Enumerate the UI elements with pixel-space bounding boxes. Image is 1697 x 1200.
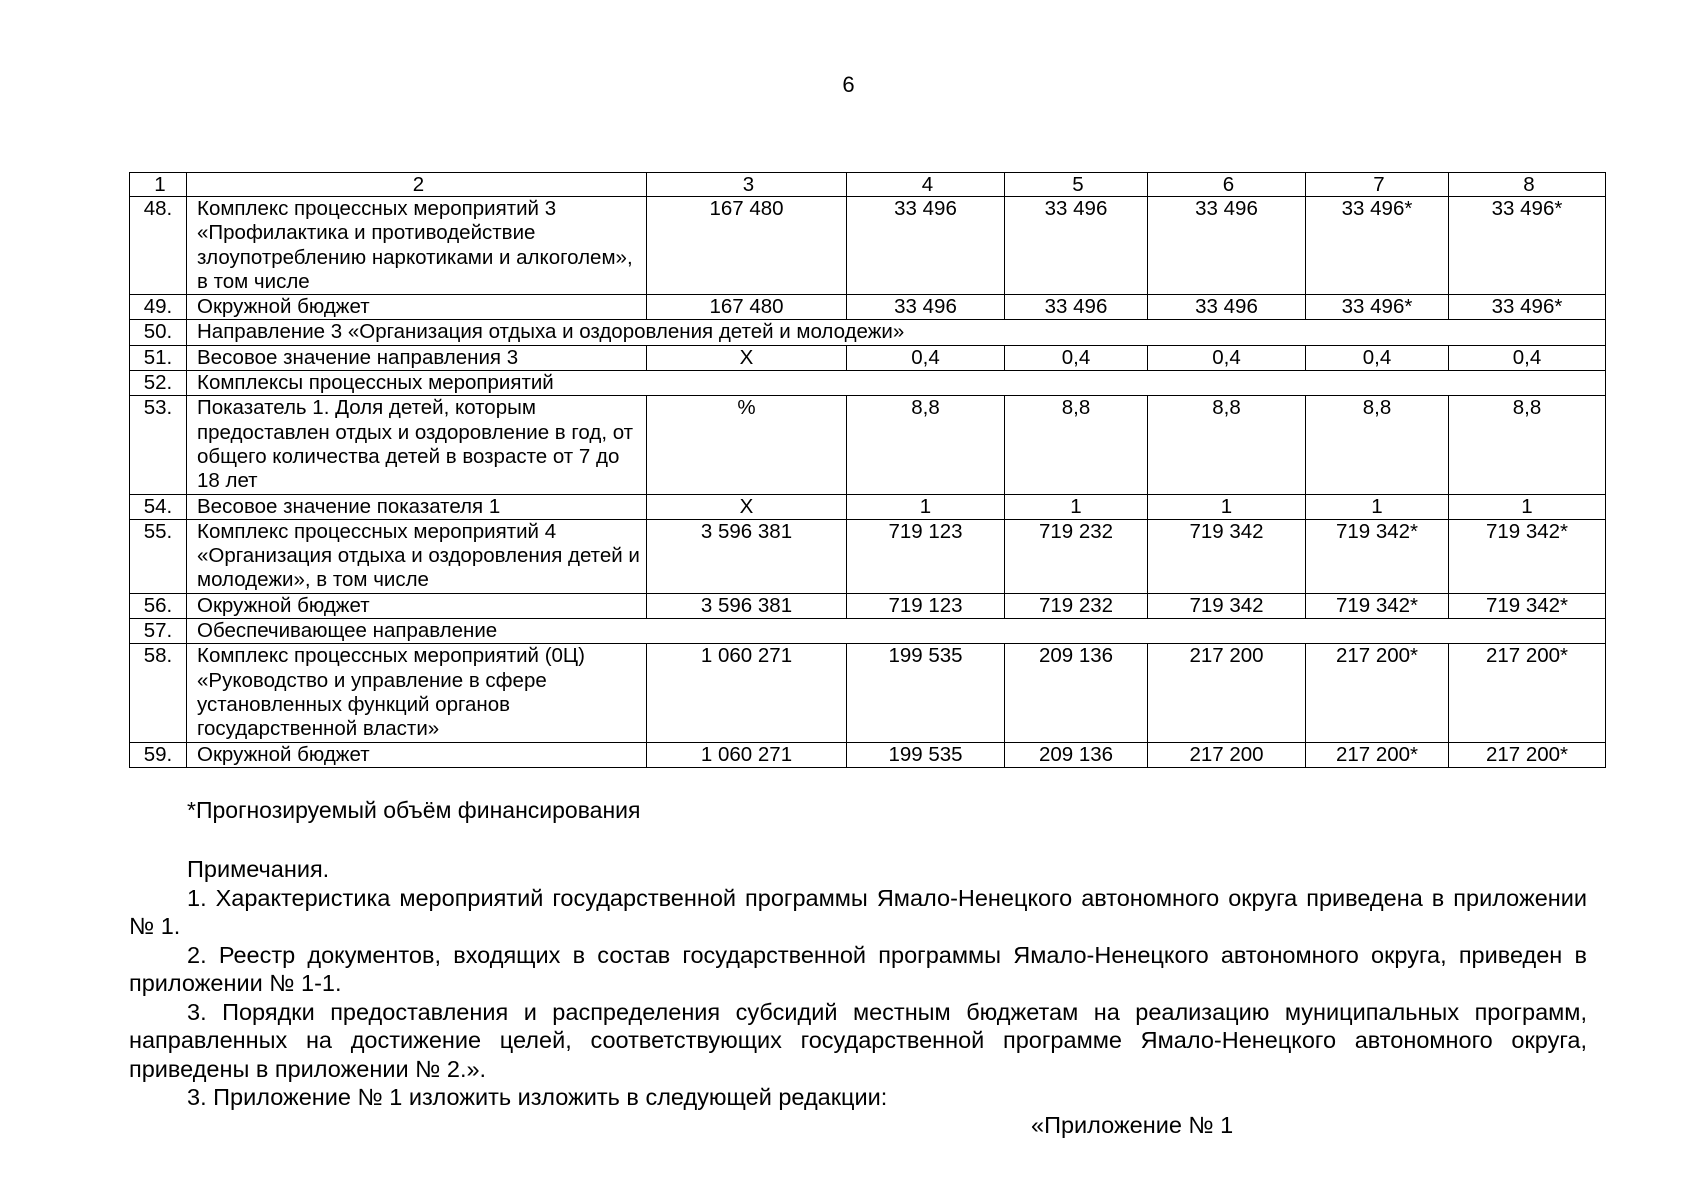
row-value: 33 496* bbox=[1449, 197, 1606, 295]
column-header: 7 bbox=[1306, 173, 1449, 197]
row-value: 719 342* bbox=[1306, 593, 1449, 618]
column-header: 2 bbox=[187, 173, 647, 197]
row-value: 719 342* bbox=[1306, 519, 1449, 593]
row-value: 8,8 bbox=[1005, 396, 1148, 494]
table-row bbox=[130, 619, 1606, 644]
page-number: 6 bbox=[842, 72, 855, 97]
table-header-row bbox=[130, 173, 1606, 197]
row-value: 8,8 bbox=[847, 396, 1005, 494]
table-row bbox=[130, 320, 1606, 345]
note-item: 2. Реестр документов, входящих в состав государственной программы Ямало-Ненецкого автономного округа, приведен в приложении № 1-1. bbox=[129, 941, 1587, 996]
row-name: Весовое значение направления 3 bbox=[187, 345, 647, 370]
row-number: 54. bbox=[130, 494, 187, 519]
row-number: 50. bbox=[130, 320, 187, 345]
row-value: 167 480 bbox=[647, 295, 847, 320]
row-value: 8,8 bbox=[1148, 396, 1306, 494]
row-value: 719 342 bbox=[1148, 593, 1306, 618]
table-row bbox=[130, 519, 1606, 593]
row-value: 1 060 271 bbox=[647, 644, 847, 742]
table-row bbox=[130, 593, 1606, 618]
column-header: 5 bbox=[1005, 173, 1148, 197]
row-value: 217 200* bbox=[1306, 742, 1449, 767]
row-value: 33 496* bbox=[1306, 295, 1449, 320]
row-value: 1 bbox=[847, 494, 1005, 519]
notes-heading: Примечания. bbox=[187, 856, 330, 882]
row-number: 48. bbox=[130, 197, 187, 295]
appendix-reference: «Приложение № 1 bbox=[1031, 1112, 1234, 1138]
row-number: 49. bbox=[130, 295, 187, 320]
row-value: 0,4 bbox=[1306, 345, 1449, 370]
row-value: 199 535 bbox=[847, 742, 1005, 767]
row-value: 0,4 bbox=[1005, 345, 1148, 370]
row-value: 33 496 bbox=[1005, 197, 1148, 295]
row-number: 52. bbox=[130, 371, 187, 396]
table-row bbox=[130, 494, 1606, 519]
row-value: 209 136 bbox=[1005, 742, 1148, 767]
row-value: 719 342 bbox=[1148, 519, 1306, 593]
budget-table bbox=[129, 172, 1606, 768]
row-value: 33 496 bbox=[847, 295, 1005, 320]
row-value: 33 496* bbox=[1449, 295, 1606, 320]
row-name: Показатель 1. Доля детей, которым предоставлен отдых и оздоровление в год, от общего количества детей в возрасте от 7 до 18 лет bbox=[187, 396, 647, 494]
row-value: 167 480 bbox=[647, 197, 847, 295]
row-value: 33 496 bbox=[1005, 295, 1148, 320]
column-header: 4 bbox=[847, 173, 1005, 197]
row-value: 719 342* bbox=[1449, 519, 1606, 593]
row-value: 719 123 bbox=[847, 519, 1005, 593]
row-value: 8,8 bbox=[1306, 396, 1449, 494]
row-number: 59. bbox=[130, 742, 187, 767]
row-number: 57. bbox=[130, 619, 187, 644]
row-value: 8,8 bbox=[1449, 396, 1606, 494]
row-value: 0,4 bbox=[1449, 345, 1606, 370]
row-value: 1 bbox=[1306, 494, 1449, 519]
row-value: 33 496 bbox=[1148, 197, 1306, 295]
column-header: 8 bbox=[1449, 173, 1606, 197]
table-row bbox=[130, 345, 1606, 370]
row-number: 56. bbox=[130, 593, 187, 618]
column-header: 3 bbox=[647, 173, 847, 197]
column-header: 6 bbox=[1148, 173, 1306, 197]
row-value: 217 200 bbox=[1148, 742, 1306, 767]
table-row bbox=[130, 396, 1606, 494]
row-value: 1 060 271 bbox=[647, 742, 847, 767]
row-value: 33 496 bbox=[847, 197, 1005, 295]
row-value: 3 596 381 bbox=[647, 519, 847, 593]
note-item: 1. Характеристика мероприятий государственной программы Ямало-Ненецкого автономного округа приведена в приложении № 1. bbox=[129, 884, 1587, 939]
row-name: Весовое значение показателя 1 bbox=[187, 494, 647, 519]
notes-section bbox=[129, 855, 1587, 1112]
row-value: 217 200* bbox=[1449, 644, 1606, 742]
row-name: Окружной бюджет bbox=[187, 295, 647, 320]
row-value: 217 200* bbox=[1306, 644, 1449, 742]
row-value: 217 200* bbox=[1449, 742, 1606, 767]
row-value: 719 123 bbox=[847, 593, 1005, 618]
row-value: 1 bbox=[1148, 494, 1306, 519]
row-name: Обеспечивающее направление bbox=[187, 619, 1606, 644]
row-name: Окружной бюджет bbox=[187, 593, 647, 618]
row-value: 209 136 bbox=[1005, 644, 1148, 742]
row-value: % bbox=[647, 396, 847, 494]
row-value: 3 596 381 bbox=[647, 593, 847, 618]
row-number: 58. bbox=[130, 644, 187, 742]
row-number: 55. bbox=[130, 519, 187, 593]
forecast-footnote: *Прогнозируемый объём финансирования bbox=[187, 797, 641, 823]
table-row bbox=[130, 197, 1606, 295]
row-value: 0,4 bbox=[847, 345, 1005, 370]
table-row bbox=[130, 742, 1606, 767]
note-item: 3. Порядки предоставления и распределения субсидий местным бюджетам на реализацию муниципальных программ, направленных на достижение целей, соответствующих государственной программе Ямало-Ненецкого автономного округа, приведены в приложении № 2.». bbox=[129, 998, 1587, 1082]
row-value: 33 496 bbox=[1148, 295, 1306, 320]
column-header: 1 bbox=[130, 173, 187, 197]
row-name: Окружной бюджет bbox=[187, 742, 647, 767]
row-value: 1 bbox=[1449, 494, 1606, 519]
row-value: Х bbox=[647, 494, 847, 519]
row-name: Комплекс процессных мероприятий (0Ц) «Руководство и управление в сфере установленных функций органов государственной власти» bbox=[187, 644, 647, 742]
table-row bbox=[130, 295, 1606, 320]
row-value: Х bbox=[647, 345, 847, 370]
row-value: 33 496* bbox=[1306, 197, 1449, 295]
row-value: 1 bbox=[1005, 494, 1148, 519]
note-item: 3. Приложение № 1 изложить изложить в следующей редакции: bbox=[187, 1084, 888, 1110]
row-name: Комплекс процессных мероприятий 4 «Организация отдыха и оздоровления детей и молодежи», в том числе bbox=[187, 519, 647, 593]
row-value: 719 232 bbox=[1005, 519, 1148, 593]
row-value: 199 535 bbox=[847, 644, 1005, 742]
row-value: 217 200 bbox=[1148, 644, 1306, 742]
table-row bbox=[130, 371, 1606, 396]
row-number: 53. bbox=[130, 396, 187, 494]
row-name: Комплексы процессных мероприятий bbox=[187, 371, 1606, 396]
row-name: Комплекс процессных мероприятий 3 «Профилактика и противодействие злоупотреблению наркотиками и алкоголем», в том числе bbox=[187, 197, 647, 295]
table-row bbox=[130, 644, 1606, 742]
row-name: Направление 3 «Организация отдыха и оздоровления детей и молодежи» bbox=[187, 320, 1606, 345]
row-value: 719 342* bbox=[1449, 593, 1606, 618]
row-value: 719 232 bbox=[1005, 593, 1148, 618]
row-value: 0,4 bbox=[1148, 345, 1306, 370]
row-number: 51. bbox=[130, 345, 187, 370]
